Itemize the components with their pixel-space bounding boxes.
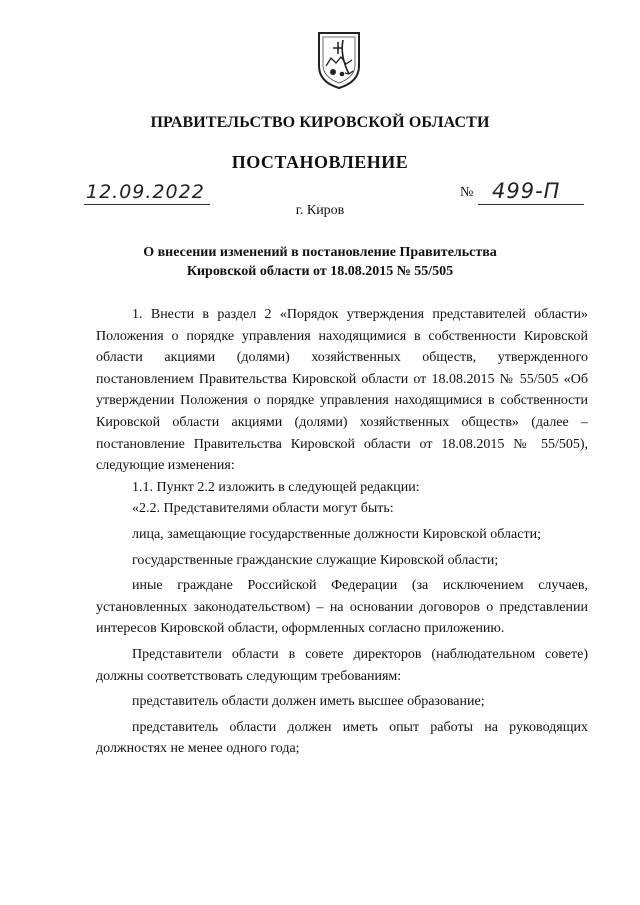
- paragraph: лица, замещающие государственные должности Кировской области;: [132, 526, 541, 542]
- paragraph: Представители области в совете директоров (наблюдательном совете) должны соответствовать следующим требованиям:: [96, 646, 588, 684]
- number-sign: №: [460, 185, 474, 200]
- subject-line-1: О внесении изменений в постановление Правительства: [143, 245, 497, 260]
- paragraph: 1. Внести в раздел 2 «Порядок утверждения представителей области» Положения о порядке управления находящимися в собственности Кировской области акциями (долями) хозяйственных обществ, утвержденного постановлением Правительства Кировской области от 18.08.2015 № 55/505 «Об утверждении Положения о порядке управления находящимися в собственности Кировской области акциями (долями) хозяйственных обществ» (далее – постановление Правительства Кировской области от 18.08.2015 № 55/505), следующие изменения:: [96, 307, 588, 474]
- document-date: 12.09.2022: [86, 181, 205, 203]
- organization-name: ПРАВИТЕЛЬСТВО КИРОВСКОЙ ОБЛАСТИ: [150, 114, 490, 131]
- document-body: [96, 304, 588, 760]
- paragraph: иные граждане Российской Федерации (за исключением случаев, установленных законодательством) – на основании договоров о представлении интересов Кировской области, оформленных согласно приложению.: [96, 578, 588, 637]
- document-type: ПОСТАНОВЛЕНИЕ: [231, 152, 409, 172]
- paragraph: представитель области должен иметь опыт работы на руководящих должностях не менее одного года;: [96, 719, 588, 757]
- paragraph: представитель области должен иметь высшее образование;: [132, 694, 485, 710]
- coat-of-arms-emblem: [316, 30, 362, 90]
- paragraph: 1.1. Пункт 2.2 изложить в следующей редакции:: [132, 479, 420, 495]
- document-number: 499-П: [492, 179, 561, 203]
- document-city: г. Киров: [295, 203, 345, 218]
- paragraph: государственные гражданские служащие Кировской области;: [132, 552, 499, 568]
- document-subject: [0, 243, 640, 281]
- subject-line-2: Кировской области от 18.08.2015 № 55/505: [186, 264, 454, 279]
- paragraph: «2.2. Представителями области могут быть:: [132, 501, 394, 517]
